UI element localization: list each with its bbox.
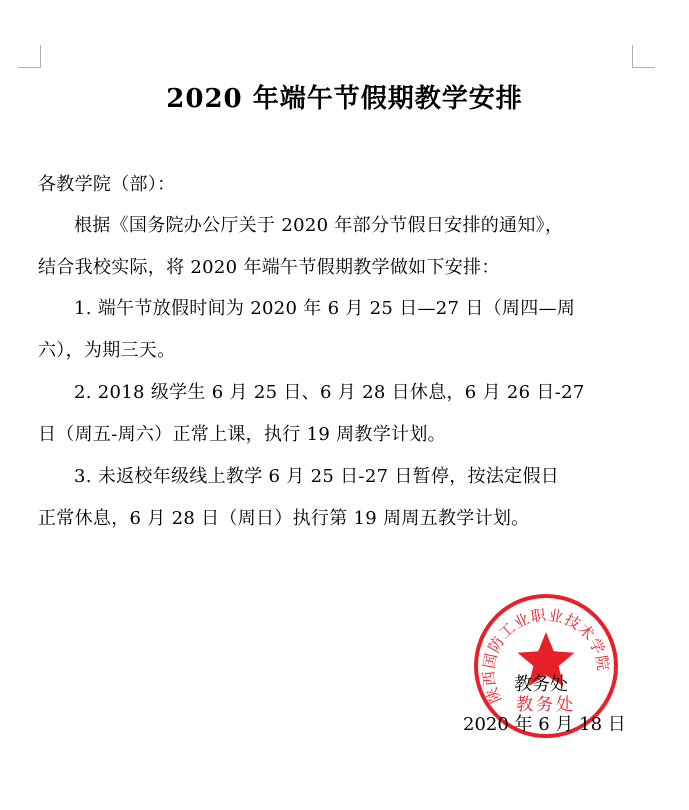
signature-date: 2020 年 6 月 18 日 <box>463 714 626 735</box>
seal-center-text: 教务处 <box>516 695 576 715</box>
seal-ring-text: 陕西国防工业职业技术学院 <box>479 605 613 706</box>
salutation: 各教学院（部）： <box>38 174 176 195</box>
crop-mark-top-left <box>18 45 41 68</box>
intro-line-1: 根据《国务院办公厅关于 2020 年部分节假日安排的通知》， <box>74 215 564 236</box>
document-title: 2020 年端午节假期教学安排 <box>166 84 523 114</box>
item-2-line-1: 2. 2018 级学生 6 月 25 日、6 月 28 日休息，6 月 26 日-27 <box>74 382 585 403</box>
crop-mark-top-right <box>632 45 655 68</box>
intro-line-2: 结合我校实际，将 2020 年端午节假期教学做如下安排： <box>38 257 500 278</box>
item-2-line-2: 日（周五-周六）正常上课，执行 19 周教学计划。 <box>38 424 446 445</box>
item-1-line-1: 1. 端午节放假时间为 2020 年 6 月 25 日—27 日（周四—周 <box>74 298 576 319</box>
item-3-line-1: 3. 未返校年级线上教学 6 月 25 日-27 日暂停，按法定假日 <box>74 466 560 487</box>
item-3-line-2: 正常休息，6 月 28 日（周日）执行第 19 周周五教学计划。 <box>38 508 530 529</box>
item-1-line-2: 六），为期三天。 <box>38 340 176 361</box>
signature-department: 教务处 <box>514 674 568 695</box>
